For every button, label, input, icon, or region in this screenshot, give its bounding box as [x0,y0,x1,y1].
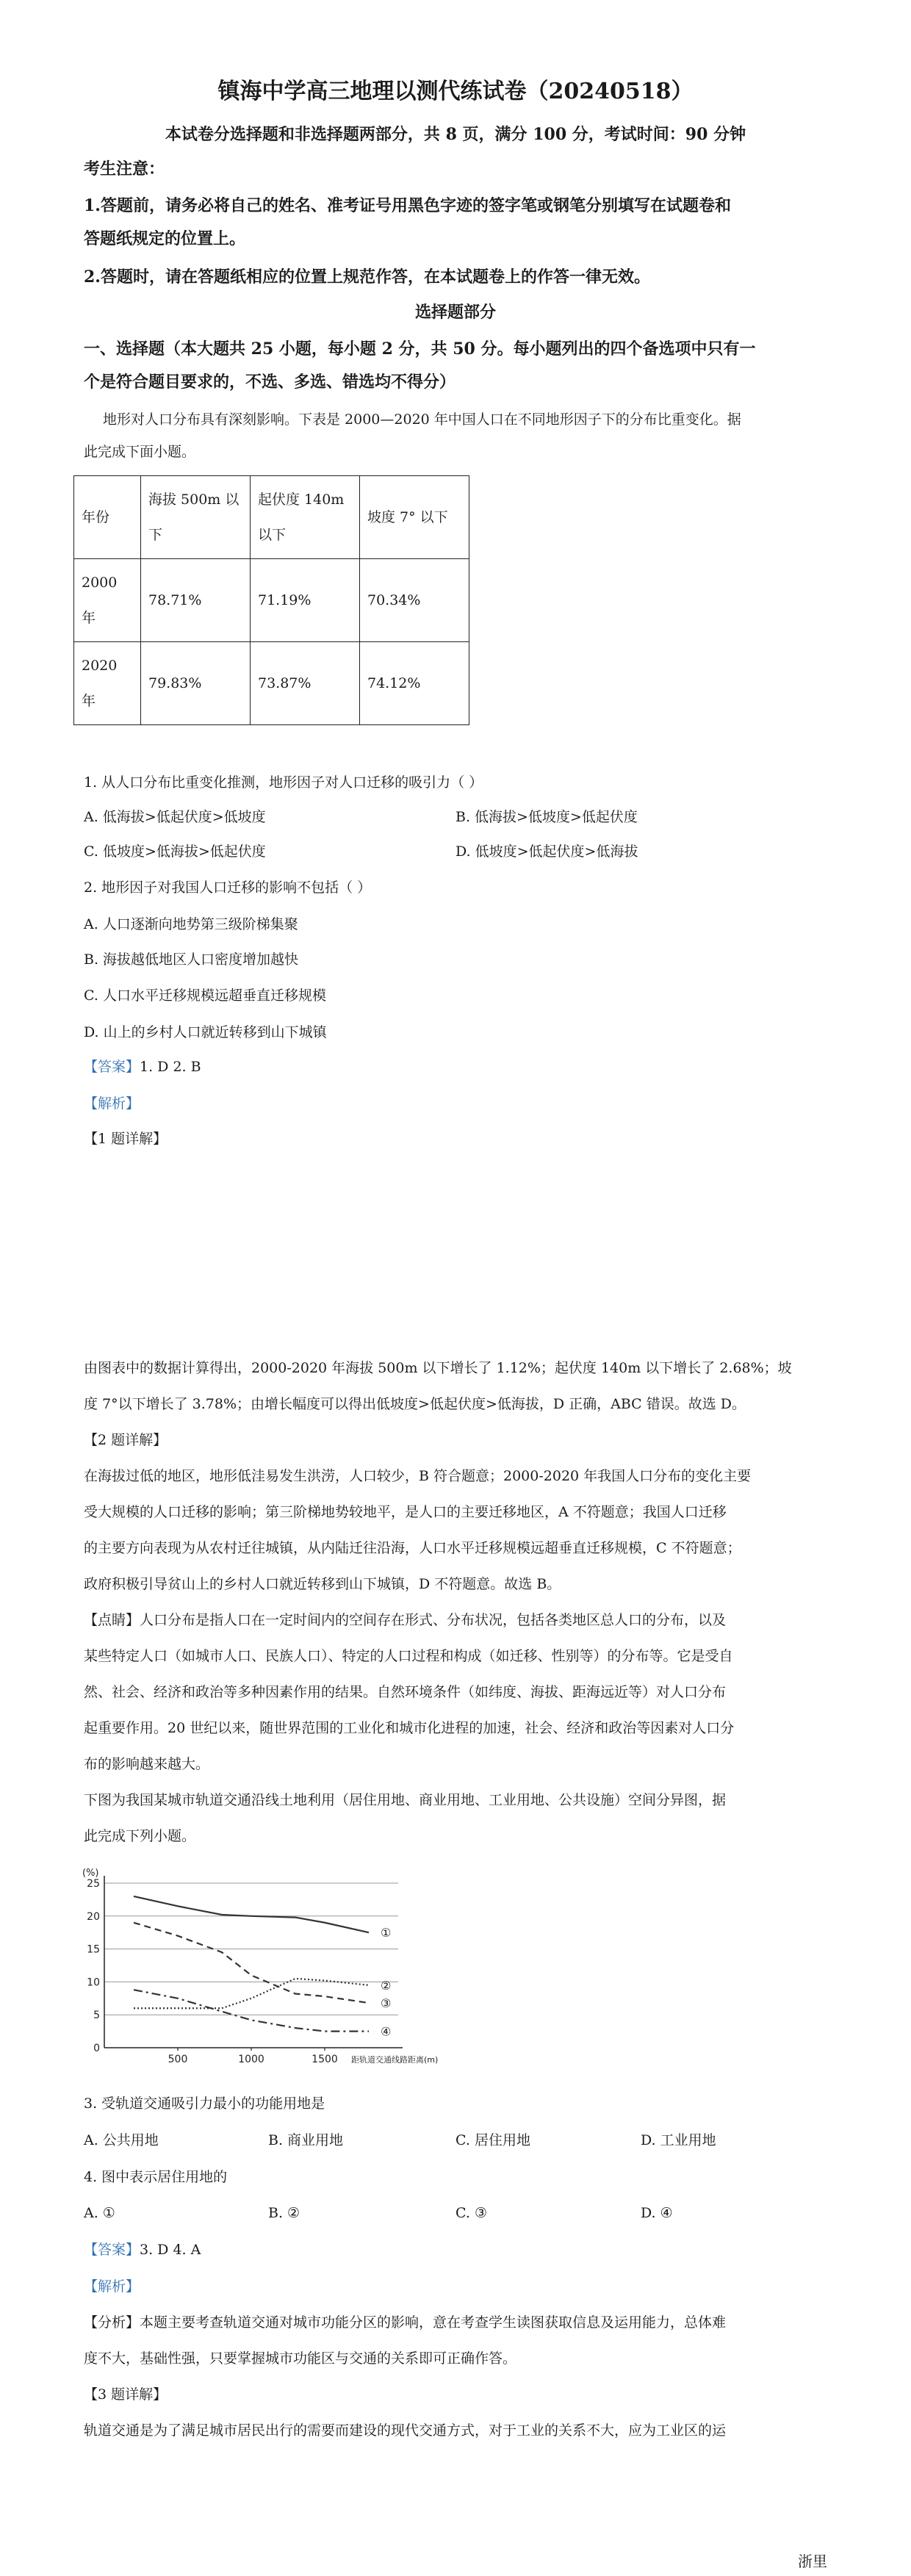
table-cell-year: 2020 年 [74,642,141,725]
table-row [74,642,469,725]
table-cell-year: 2000 年 [74,559,141,642]
q4-option-a: A. ① [84,2205,115,2221]
detail3-line-1: 轨道交通是为了满足城市居民出行的需要而建设的现代交通方式，对于工业的关系不大，应为工业区的运 [84,2422,727,2439]
series-line [134,1990,369,2031]
table-cell: 70.34% [360,559,469,642]
part1-heading-line-2: 个是符合题目要求的，不选、多选、错选均不得分） [84,373,456,392]
q3-option-c: C. 居住用地 [455,2132,530,2148]
detail2-line-1: 在海拔过低的地区，地形低洼易发生洪涝，人口较少，B 符合题意；2000-2020 年我国人口分布的变化主要 [84,1468,752,1484]
detail2-heading: 【2 题详解】 [84,1432,168,1448]
detail1-line-2: 度 7°以下增长了 3.78%；由增长幅度可以得出低坡度>低起伏度>低海拔，D 正确，ABC 错误。故选 D。 [84,1396,746,1412]
exam-subtitle: 本试卷分选择题和非选择题两部分，共 8 页，满分 100 分，考试时间：90 分钟 [165,125,746,144]
y-tick-label: 10 [87,1976,100,1989]
detail2-line-4: 政府积极引导贫山上的乡村人口就近转移到山下城镇，D 不符题意。故选 B。 [84,1576,561,1592]
fenxi-line-1 [84,2311,726,2334]
detail2-line-2: 受大规模的人口迁移的影响；第三阶梯地势较地平，是人口的主要迁移地区，A 不符题意；我国人口迁移 [84,1504,727,1520]
intro1-line-2: 此完成下面小题。 [84,444,196,460]
q4-stem: 4. 图中表示居住用地的 [84,2169,228,2185]
notice-heading: 考生注意： [84,159,165,179]
land-use-line-chart [81,1863,492,2076]
q2-option-c: C. 人口水平迁移规模远超垂直迁移规模 [84,987,326,1004]
q4-option-c: C. ③ [455,2205,487,2221]
table-cell: 71.19% [251,559,360,642]
series-label: ④ [381,2024,392,2039]
answer-value: 3. D 4. A [140,2242,201,2258]
q2-option-a: A. 人口逐渐向地势第三级阶梯集聚 [84,916,298,932]
x-tick-label: 1500 [312,2054,338,2065]
intro2-line-1: 下图为我国某城市轨道交通沿线土地利用（居住用地、商业用地、工业用地、公共设施）空间分异图，据 [84,1792,727,1808]
fenxi-text: 本题主要考查轨道交通对城市功能分区的影响，意在考查学生读图获取信息及运用能力，总体难 [140,2314,727,2331]
point-line-3: 然、社会、经济和政治等多种因素作用的结果。自然环境条件（如纬度、海拔、距海远近等）对人口分布 [84,1684,727,1700]
series-label: ③ [381,1996,392,2011]
q4-option-b: B. ② [268,2205,300,2221]
q1-stem: 1. 从人口分布比重变化推测，地形因子对人口迁移的吸引力（ ） [84,774,483,791]
y-tick-label: 15 [87,1943,100,1956]
fenxi-line-2: 度不大，基础性强，只要掌握城市功能区与交通的关系即可正确作答。 [84,2350,517,2367]
q3-option-a: A. 公共用地 [84,2132,159,2148]
detail3-heading: 【3 题详解】 [84,2386,168,2403]
x-tick-label: 1000 [238,2054,264,2065]
point-label: 【点睛】 [84,1612,140,1628]
point-text: 人口分布是指人口在一定时间内的空间存在形式、分布状况，包括各类地区总人口的分布，以及 [140,1612,727,1628]
q1-option-a: A. 低海拔>低起伏度>低坡度 [84,809,266,825]
table-header-row [74,476,469,559]
q2-stem: 2. 地形因子对我国人口迁移的影响不包括（ ） [84,879,372,896]
q3-option-d: D. 工业用地 [641,2132,716,2148]
q4-option-d: D. ④ [641,2205,673,2221]
intro2-line-2: 此完成下列小题。 [84,1828,196,1844]
notice-1-line-2: 答题纸规定的位置上。 [84,229,246,248]
series-label: ② [381,1978,392,1993]
x-axis-label: 距轨道交通线路距离(m) [351,2055,439,2065]
y-tick-label: 5 [93,2010,100,2022]
series-line [134,1896,369,1932]
point-line-4: 起重要作用。20 世纪以来，随世界范围的工业化和城市化进程的加速，社会、经济和政治等因素对人口分 [84,1720,735,1736]
table-header-cell: 起伏度 140m 以下 [251,476,360,559]
q1-option-d: D. 低坡度>低起伏度>低海拔 [455,843,638,860]
page-title: 镇海中学高三地理以测代练试卷（20240518） [217,79,694,104]
point-line-5: 布的影响越来越大。 [84,1756,210,1772]
table-cell: 79.83% [141,642,251,725]
table-cell: 73.87% [251,642,360,725]
table-cell: 74.12% [360,642,469,725]
q1-option-b: B. 低海拔>低坡度>低起伏度 [455,809,638,825]
detail2-line-3: 的主要方向表现为从农村迁往城镇，从内陆迁往沿海，人口水平迁移规模远超垂直迁移规模，C 不符题意； [84,1540,741,1556]
notice-1-line-1: 1.答题前，请务必将自己的姓名、准考证号用黑色字迹的签字笔或钢笔分别填写在试题卷和 [84,196,731,215]
answer-2 [84,2239,201,2261]
y-tick-label: 20 [87,1910,100,1923]
series-line [134,1979,369,2008]
y-axis-label: (%) [82,1868,99,1879]
y-tick-label: 25 [87,1878,100,1890]
answer-1 [84,1056,201,1078]
answer-label: 【答案】 [84,1059,140,1075]
analysis-label: 【解析】 [84,1095,140,1112]
notice-2: 2.答题时，请在答题纸相应的位置上规范作答，在本试题卷上的作答一律无效。 [84,267,650,287]
x-tick-label: 500 [168,2054,188,2065]
answer-value: 1. D 2. B [140,1059,201,1075]
fenxi-label: 【分析】 [84,2314,140,2331]
q2-option-b: B. 海拔越低地区人口密度增加越快 [84,951,299,968]
answer-label: 【答案】 [84,2242,140,2258]
series-line [134,1923,369,2003]
q2-option-d: D. 山上的乡村人口就近转移到山下城镇 [84,1024,327,1040]
part1-heading-line-1: 一、选择题（本大题共 25 小题，每小题 2 分，共 50 分。每小题列出的四个备选项中只有一 [84,339,756,359]
intro1-line-1: 地形对人口分布具有深刻影响。下表是 2000—2020 年中国人口在不同地形因子下的分布比重变化。据 [103,411,741,428]
terrain-population-table [73,475,469,725]
table-cell: 78.71% [141,559,251,642]
table-row [74,559,469,642]
detail1-heading: 【1 题详解】 [84,1131,168,1147]
point-line-1 [84,1609,726,1631]
q3-stem: 3. 受轨道交通吸引力最小的功能用地是 [84,2095,325,2112]
series-label: ① [381,1926,392,1940]
table-header-cell: 坡度 7° 以下 [360,476,469,559]
page-footer: 浙里 [798,2552,827,2570]
point-line-2: 某些特定人口（如城市人口、民族人口）、特定的人口过程和构成（如迁移、性别等）的分布等。它是受自 [84,1648,733,1664]
analysis-label-2: 【解析】 [84,2278,140,2295]
table-header-cell: 年份 [74,476,141,559]
q3-option-b: B. 商业用地 [268,2132,344,2148]
section-title: 选择题部分 [414,303,496,322]
y-tick-label: 0 [93,2043,100,2054]
q1-option-c: C. 低坡度>低海拔>低起伏度 [84,843,266,860]
table-header-cell: 海拔 500m 以下 [141,476,251,559]
detail1-line-1: 由图表中的数据计算得出，2000-2020 年海拔 500m 以下增长了 1.12%；起伏度 140m 以下增长了 2.68%；坡 [84,1360,792,1376]
